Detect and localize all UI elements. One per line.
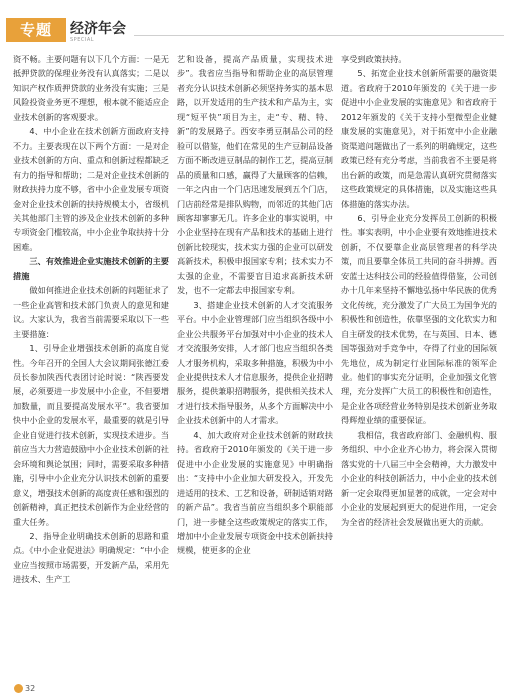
text-column-1 bbox=[13, 52, 169, 587]
paragraph: 4、中小企业在技术创新方面政府支持不力。主要表现在以下两个方面：一是对企业技术创新的方向、重点和创新过程都缺乏有力的指导和帮助；二是对企业技术创新的财政扶持力度不够，省中小企业发展专项资金对企业技术创新的扶持规模太小，省级机关其他部门主管的涉及企业技术创新的多种专项资金门槛较高，中小企业争取扶持十分困难。 bbox=[13, 126, 169, 252]
paragraph: 我相信，我省政府部门、金融机构、服务组织、中小企业齐心协力，将会深入贯彻落实党的十八届三中全会精神，大力激发中小企业的科技创新活力，中小企业的技术创新一定会取得更加显著的成就，一定会对中小企业的发展起到更大的促进作用，一定会为全省的经济社会发展做出更大的贡献。 bbox=[341, 429, 497, 527]
header-rule bbox=[134, 35, 504, 36]
paragraph: 艺和设备，提高产品质量，实现技术进步”。我省应当指导和帮助企业的高层管理者充分认识技术创新必须坚持务实的基本思路，以开发适用的生产技术和产品为主，实现“短平快”项目为主，走“专、精、特、新”的发展路子。西安李勇豆制品公司的经验可以借鉴，他们在常见的生产豆制品设备方面不断改进豆制品的制作工艺，提高豆制品的质量和口感，赢得了大量顾客的信赖，一年之内由一个门店迅速发展到五个门店，门店前经常是排队购物，而邻近的其他门店顾客却寥寥无几。许多企业的事实说明，中小企业坚持在现有产品和技术的基础上进行创新比较现实，技术实力强的企业可以研发高新技术，积极申报国家专利；技术实力不太强的企业，不需要盲目追求高新技术研发，也不一定都去申报国家专利。 bbox=[177, 54, 333, 296]
paragraph: 3、搭建企业技术创新的人才交流服务平台。中小企业管理部门应当组织各级中小企业公共服务平台加强对中小企业的技术人才交流服务安排，人才部门也应当组织各类人才服务机构，采取多种措施，积极为中小企业提供技术人才信息服务，提供企业招聘服务，提供兼职招聘服务，提供相关技术人才进行技术指导服务，从多个方面解决中小企业技术创新中的人才需求。 bbox=[177, 299, 333, 426]
section-title: 经济年会 bbox=[70, 21, 126, 37]
page-marker-icon bbox=[14, 684, 23, 693]
section-tag: 专题 bbox=[6, 18, 66, 42]
paragraph: 做如何推进企业技术创新的问题征求了一些企业高管和技术部门负责人的意见和建议。大家认为，我省当前需要采取以下一些主要措施： bbox=[13, 285, 169, 339]
paragraph: 享受到政策扶持。 bbox=[341, 54, 407, 64]
page-header bbox=[6, 18, 504, 46]
text-column-3 bbox=[341, 52, 497, 529]
paragraph: 4、加大政府对企业技术创新的财政扶持。省政府于2010年颁发的《关于进一步促进中小企业发展的实施意见》中明确指出：“支持中小企业加大研发投入，开发先进适用的技术、工艺和设备，研制适销对路的新产品”。我省当前应当组织多个职能部门，进一步健全这些政策规定的落实工作，增加中小企业发展专项资金中技术创新扶持规模，使更多的企业 bbox=[177, 429, 333, 556]
paragraph: 资不畅。主要问题有以下几个方面：一是无抵押贷款的保理业务没有认真落实；二是以知识产权作质押贷款的业务没有实施；三是风险投资业务更不理想，根本就不能适应企业技术创新的客观要求。 bbox=[13, 54, 169, 122]
paragraph: 2、指导企业明确技术创新的思路和重点。《中小企业促进法》明确规定：“中小企业应当按照市场需要，开发新产品，采用先进技术、生产工 bbox=[13, 530, 169, 585]
page-number: 32 bbox=[25, 684, 36, 693]
paragraph: 6、引导企业充分发挥员工创新的积极性。事实表明，中小企业要有效地推进技术创新，不仅要靠企业高层管理者的科学决策，而且要靠全体员工共同的奋斗拼搏。西安蓝士达科技公司的经验值得借鉴，公司创办十几年来坚持不懈地弘扬中华民族的优秀文化传统，充分激发了广大员工为国争光的积极性和创造性，依靠坚强的文化软实力和自主研发的技术优势，在与英国、日本、德国等强劲对手竞争中，夺得了行业的国际领先地位，成为制定行业国际标准的领军企业。他们的事实充分证明，企业加强文化管理，充分发挥广大员工的积极性和创造性，是企业各项经营业务特别是技术创新业务取得辉煌业绩的重要保证。 bbox=[341, 212, 497, 426]
paragraph: 1、引导企业增强技术创新的高度自觉性。今年召开的全国人大会议期间张德江委员长参加陕西代表团讨论时说：“陕西要发展，必须要进一步发展中小企业，不但要增加数量，而且要提高发展水平”。我省要加快中小企业的发展水平，最重要的就是引导企业自觉进行技术创新，实现技术进步。当前应当大力营造鼓励中小企业技术创新的社会环境和舆论氛围；同时，需要采取多种措施，引导中小企业充分认识技术创新的重要意义，增强技术创新的高度责任感和强烈的创新精神，真正把技术创新作为企业经营的重大任务。 bbox=[13, 343, 169, 527]
section-subtitle: SPECIAL bbox=[70, 37, 95, 43]
paragraph: 5、拓宽企业技术创新所需要的融资渠道。省政府于2010年颁发的《关于进一步促进中小企业发展的实施意见》和省政府于2012年颁发的《关于支持小型微型企业健康发展的实施意见》，对于拓宽中小企业融资渠道问题做出了一系列的明确规定，这些政策已经有充分考虑，当前我省不主要是将出台新的政策，而是急需认真研究贯彻落实这些政策规定的具体措施，以及实施这些具体措施的落实办法。 bbox=[341, 68, 497, 209]
text-column-2 bbox=[177, 52, 333, 558]
section-heading: 三、有效推进企业实施技术创新的主要措施 bbox=[13, 256, 169, 281]
